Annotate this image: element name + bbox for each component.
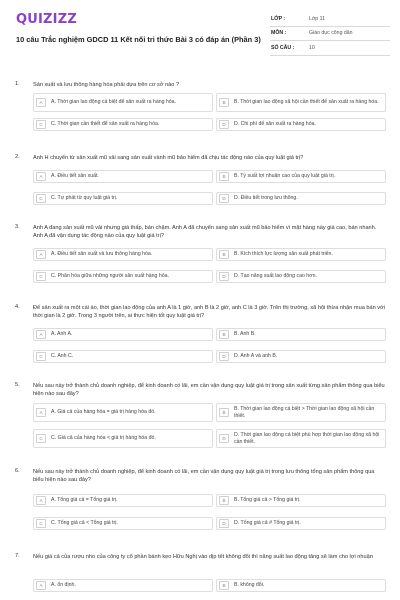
option-text: B. Thời gian lao động cá biệt > Thời gian lao động xã hội cần thiết. — [234, 405, 375, 419]
option-c[interactable] — [33, 350, 213, 363]
option-letter: D — [219, 434, 229, 443]
option-b[interactable] — [216, 494, 386, 507]
question-number: 4. — [15, 304, 20, 310]
option-a[interactable] — [33, 403, 213, 422]
option-text: B. không đổi. — [234, 582, 265, 589]
option-b[interactable] — [216, 248, 386, 261]
option-letter: B — [219, 172, 229, 181]
option-b[interactable] — [216, 403, 386, 422]
option-a[interactable] — [33, 170, 213, 183]
option-d[interactable] — [216, 429, 386, 448]
meta-value: Lớp 11 — [309, 15, 325, 22]
question-number: 6. — [15, 468, 20, 474]
option-text: C. Giá cả của hàng hóa < giá trị hàng hóa đó. — [51, 435, 156, 442]
option-text: D. Anh A và anh B. — [234, 353, 278, 360]
meta-label: SỐ CÂU : — [271, 44, 295, 51]
option-text: B. Kích thích lực lượng sản xuất phát triển. — [234, 251, 333, 258]
option-d[interactable] — [216, 270, 386, 283]
option-a[interactable] — [33, 93, 213, 112]
question-number: 2. — [15, 154, 20, 160]
option-text: A. Anh A. — [51, 331, 73, 338]
option-letter: A — [36, 330, 46, 339]
option-text: D. Điều tiết trong lưu thông. — [234, 195, 298, 202]
option-a[interactable] — [33, 494, 213, 507]
option-c[interactable] — [33, 429, 213, 448]
meta-row-grade — [270, 12, 390, 27]
question-number: 7. — [15, 553, 20, 559]
question-text: Sản xuất và lưu thông hàng hóa phải dựa trên cơ sở nào ? — [33, 82, 180, 88]
option-b[interactable] — [216, 579, 386, 592]
option-text: A. Tổng giá cả = Tổng giá trị. — [51, 497, 118, 504]
option-c[interactable] — [33, 517, 213, 530]
option-letter: B — [219, 581, 229, 590]
option-letter: D — [219, 120, 229, 129]
meta-value: Giáo dục công dân — [309, 30, 353, 37]
option-text: D. Tổng giá cả # Tổng giá trị. — [234, 520, 301, 527]
option-text: C. Thời gian cần thiết để sản xuất ra hàng hóa. — [51, 121, 160, 128]
option-letter: A — [36, 98, 46, 107]
option-letter: C — [36, 352, 46, 361]
option-text: A. Giá cả của hàng hóa = giá trị hàng hóa đó. — [51, 409, 156, 416]
option-text: D. Tạo năng suất lao động cao hơn. — [234, 273, 317, 280]
option-a[interactable] — [33, 328, 213, 341]
option-letter: B — [219, 496, 229, 505]
meta-value: 10 — [309, 44, 315, 51]
question-number: 5. — [15, 382, 20, 388]
meta-label: LỚP : — [271, 15, 286, 22]
option-letter: C — [36, 519, 46, 528]
meta-row-subject — [270, 27, 390, 42]
option-c[interactable] — [33, 270, 213, 283]
quizizz-logo: QUIZIZZ — [16, 12, 77, 27]
option-letter: A — [36, 408, 46, 417]
option-text: B. Tổng giá cả > Tổng giá trị. — [234, 497, 301, 504]
option-text: B. Tỷ suất lợi nhuận cao của quy luật giá trị. — [234, 173, 336, 180]
option-text: D. Chi phí để sản xuất ra hàng hóa. — [234, 121, 316, 128]
option-b[interactable] — [216, 170, 386, 183]
page-title: 10 câu Trắc nghiệm GDCD 11 Kết nối tri thức Bài 3 có đáp án (Phần 3) — [16, 35, 261, 44]
option-letter: B — [219, 98, 229, 107]
option-text: A. Điều tiết sản xuất. — [51, 173, 99, 180]
question-text: Để sản xuất ra một cái áo, thời gian lao động của anh A là 1 giờ, anh B là 2 giờ, anh C là 3 giờ. Trên thị trường, xã hội thừa nhận mua bán với thời gian là 2 giờ. Trong 3 người trên, ai thực hiện tốt quy luật giá trị? — [33, 305, 385, 319]
option-d[interactable] — [216, 118, 386, 131]
meta-row-question-count — [270, 41, 390, 56]
option-text: D. Thời gian lao động cá biệt phù hợp thời gian lao động xã hội cần thiết. — [234, 431, 380, 445]
question-text: Anh H chuyển từ sản xuất mũ vải sang sản xuất vành mũ bảo hiểm đã chịu tác động nào của quy luật giá trị? — [33, 155, 304, 161]
option-text: C. Phân hóa giữa những người sản xuất hàng hóa. — [51, 273, 169, 280]
option-letter: D — [219, 352, 229, 361]
worksheet-header — [0, 0, 400, 72]
option-c[interactable] — [33, 192, 213, 205]
option-text: C. Anh C. — [51, 353, 74, 360]
question-number: 3. — [15, 224, 20, 230]
option-letter: D — [219, 519, 229, 528]
option-letter: A — [36, 496, 46, 505]
option-letter: C — [36, 434, 46, 443]
option-d[interactable] — [216, 350, 386, 363]
option-letter: B — [219, 330, 229, 339]
option-b[interactable] — [216, 328, 386, 341]
option-letter: D — [219, 272, 229, 281]
question-text: Nếu sau này trở thành chủ doanh nghiệp, để kinh doanh có lãi, em cần vận dụng quy luật giá trị trong lưu thông tổng sản phẩm thông qua biểu hiện nào sau đây? — [33, 469, 375, 483]
option-letter: B — [219, 250, 229, 259]
option-c[interactable] — [33, 118, 213, 131]
option-text: C. Tổng giá cả < Tổng giá trị. — [51, 520, 118, 527]
option-letter: B — [219, 408, 229, 417]
option-letter: C — [36, 272, 46, 281]
option-a[interactable] — [33, 248, 213, 261]
option-letter: A — [36, 581, 46, 590]
meta-table — [270, 12, 390, 56]
option-d[interactable] — [216, 517, 386, 530]
option-letter: A — [36, 172, 46, 181]
option-d[interactable] — [216, 192, 386, 205]
question-text: Anh A đang sản xuất mũ vải nhưng giá thấp, bán chậm. Anh A đã chuyển sang sản xuất mũ bảo hiểm vì mặt hàng này giá cao, bán nhanh. Anh A đã vận dụng tác động nào của quy luật giá trị? — [33, 225, 377, 239]
option-text: C. Tự phát từ quy luật giá trị. — [51, 195, 118, 202]
question-text: Nếu sau này trở thành chủ doanh nghiệp, để kinh doanh có lãi, em cần vận dụng quy luật giá trị trong sản xuất từng sản phẩm thông qua biểu hiện nào sau đây? — [33, 383, 385, 397]
option-text: A. Điều tiết sản xuất và lưu thông hàng hóa. — [51, 251, 153, 258]
option-b[interactable] — [216, 93, 386, 112]
option-a[interactable] — [33, 579, 213, 592]
option-letter: C — [36, 194, 46, 203]
option-letter: C — [36, 120, 46, 129]
option-letter: D — [219, 194, 229, 203]
question-text: Nếu giá cả của rượu nho của công ty cổ phần bánh kẹo Hữu Nghị vào dịp tết không đổi thì năng suất lao động tăng sẽ làm cho lợi nhuận — [33, 554, 373, 560]
option-letter: A — [36, 250, 46, 259]
question-number: 1. — [15, 81, 20, 87]
option-text: A. Thời gian lao động cá biệt để sản xuất ra hàng hóa. — [51, 99, 177, 106]
meta-label: MÔN : — [271, 30, 287, 37]
option-text: B. Thời gian lao động xã hội cần thiết để sản xuất ra hàng hóa. — [234, 99, 379, 106]
option-text: B. Anh B. — [234, 331, 256, 338]
option-text: A. ổn định. — [51, 582, 76, 589]
